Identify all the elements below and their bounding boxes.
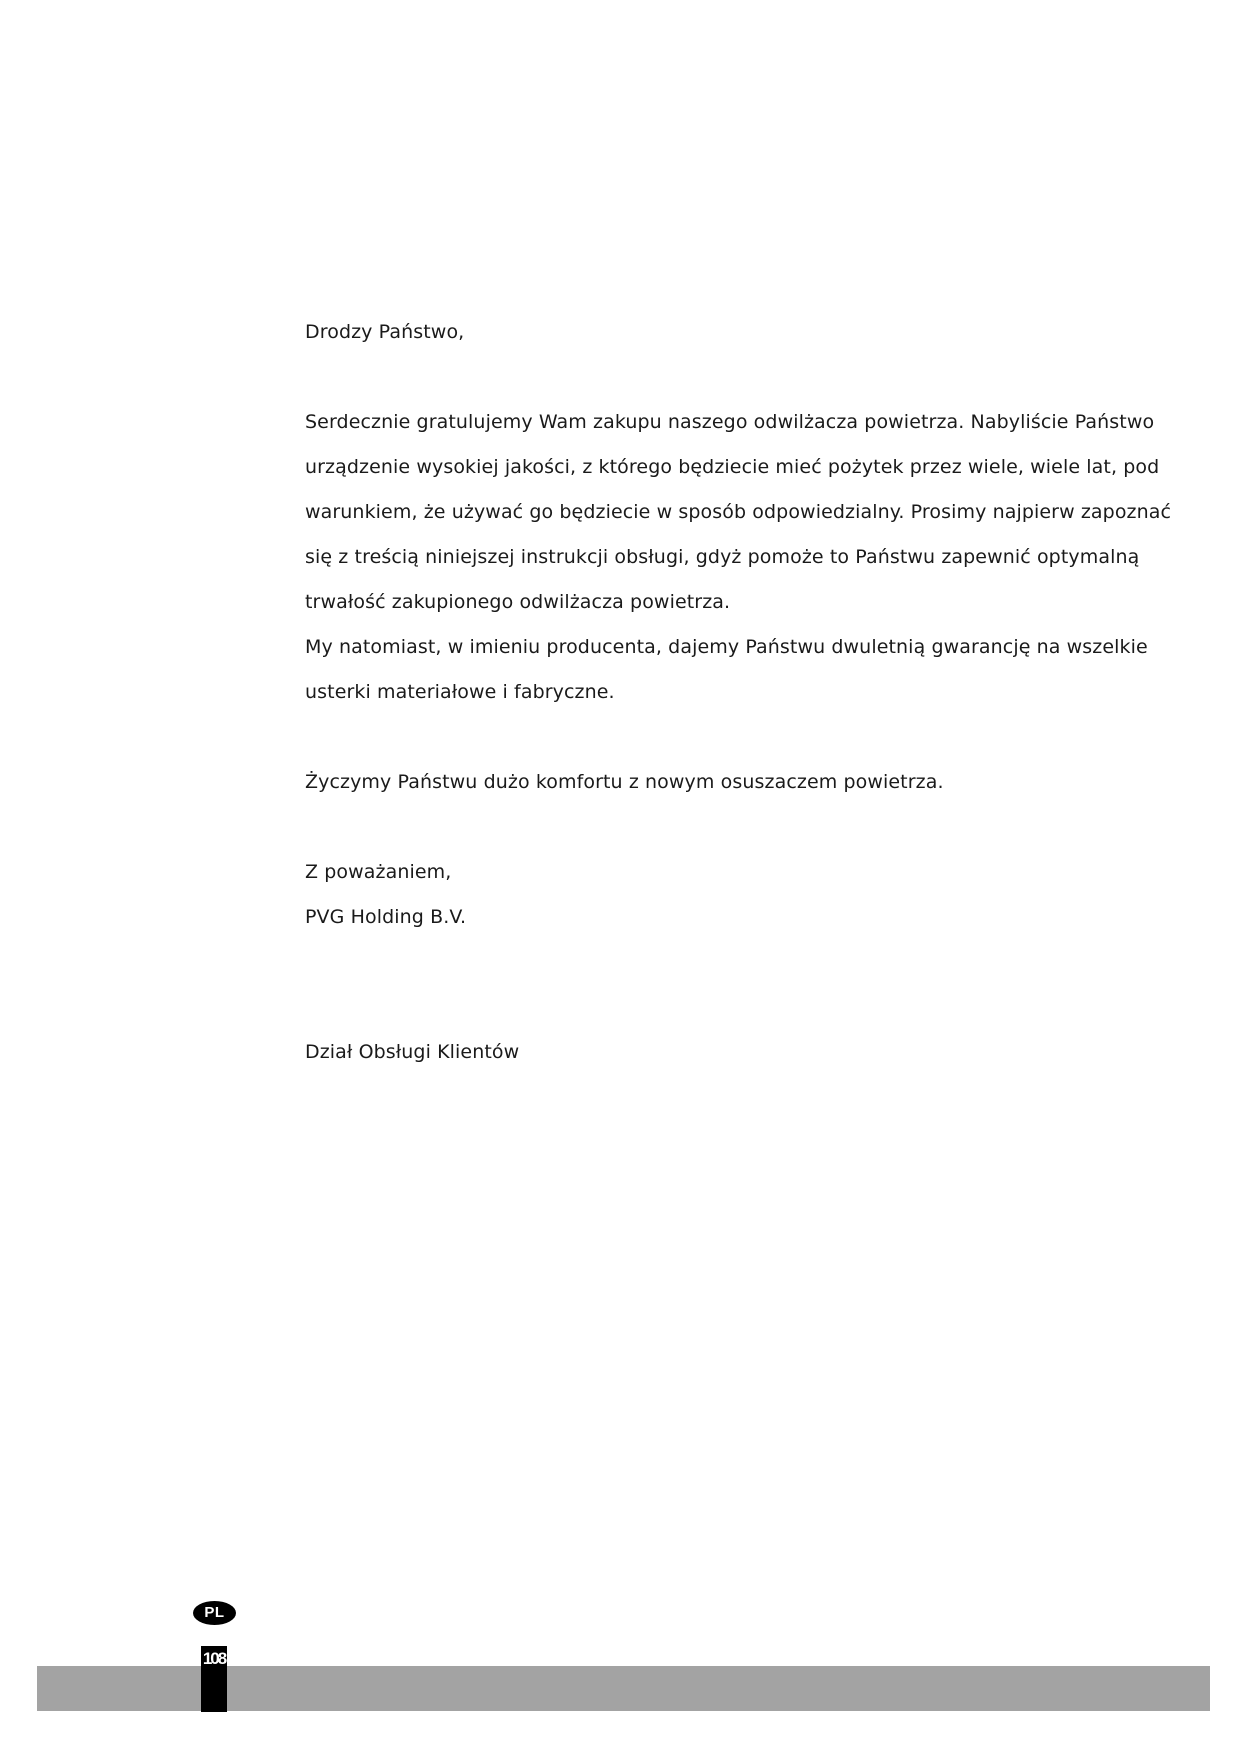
body-line: Serdecznie gratulujemy Wam zakupu naszego odwilżacza powietrza. Nabyliście Państwo bbox=[305, 411, 1155, 433]
warranty-line: My natomiast, w imieniu producenta, dajemy Państwu dwuletnią gwarancję na wszelkie bbox=[305, 636, 1148, 658]
spacer bbox=[305, 805, 1105, 850]
page-number: 108 bbox=[202, 1649, 226, 1668]
body-line: trwałość zakupionego odwilżacza powietrza. bbox=[305, 591, 731, 613]
body-line: warunkiem, że używać go będziecie w sposób odpowiedzialny. Prosimy najpierw zapoznać bbox=[305, 501, 1172, 523]
letter-body bbox=[305, 310, 1172, 1075]
wishes: Życzymy Państwu dużo komfortu z nowym osuszaczem powietrza. bbox=[305, 771, 944, 793]
language-badge: PL bbox=[193, 1601, 236, 1625]
body-line: się z treścią niniejszej instrukcji obsługi, gdyż pomoże to Państwu zapewnić optymalną bbox=[305, 546, 1140, 568]
body-line: urządzenie wysokiej jakości, z którego będziecie mieć pożytek przez wiele, wiele lat, pod bbox=[305, 456, 1160, 478]
closing: Z poważaniem, bbox=[305, 861, 452, 883]
spacer bbox=[305, 715, 1105, 760]
spacer bbox=[305, 940, 1105, 1030]
department-name: Dział Obsługi Klientów bbox=[305, 1041, 520, 1063]
company-name: PVG Holding B.V. bbox=[305, 906, 467, 928]
warranty-line: usterki materiałowe i fabryczne. bbox=[305, 681, 615, 703]
greeting: Drodzy Państwo, bbox=[305, 321, 465, 343]
